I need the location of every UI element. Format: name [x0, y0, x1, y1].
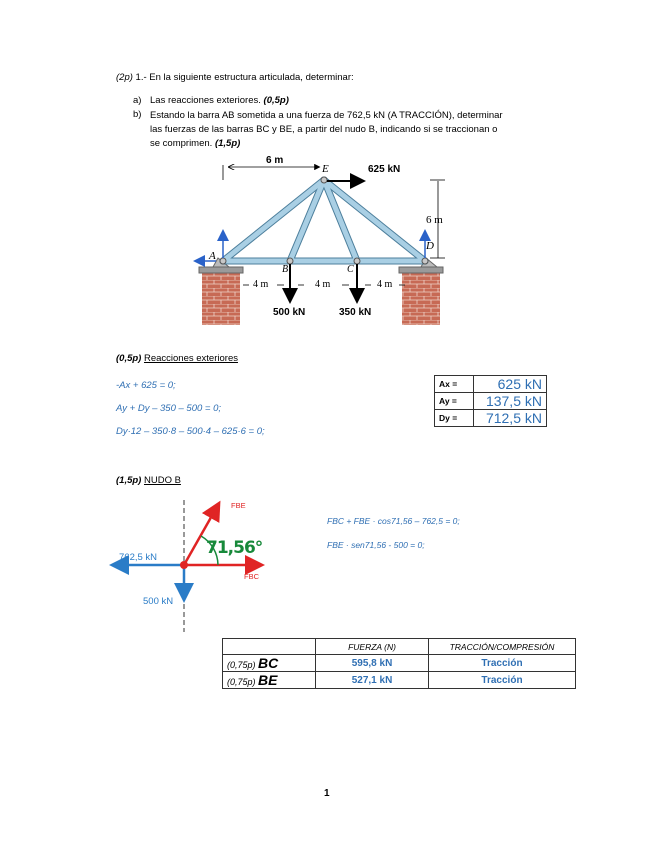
right-support-plate: [399, 267, 443, 273]
reactions-points: (0,5p): [116, 353, 142, 364]
page-number: 1: [324, 788, 330, 799]
problem-points: (2p): [116, 72, 133, 83]
dim-bottom-3: 4 m: [377, 279, 393, 290]
result-force: 595,8 kN: [316, 655, 429, 672]
left-pillar: [202, 273, 240, 325]
angle-label: 71,56°: [206, 538, 263, 558]
dim-bottom-2: 4 m: [315, 279, 331, 290]
dim-bottom-1: 4 m: [253, 279, 269, 290]
item-a-points: (0,5p): [263, 95, 289, 106]
node-a-label: A: [209, 250, 216, 262]
problem-intro-text: 1.- En la siguiente estructura articulada, determinar:: [135, 72, 354, 83]
table-row: [223, 655, 576, 672]
item-b-line2: las fuerzas de las barras BC y BE, a partir del nudo B, indicando si se traccionan o: [150, 124, 498, 135]
result-type: Tracción: [429, 672, 576, 689]
load-b-label: 500 kN: [273, 307, 306, 318]
right-pillar: [402, 273, 440, 325]
result-bar: BE: [258, 672, 278, 688]
node-b-eq2: FBE · sen71,56 - 500 = 0;: [327, 540, 425, 550]
left-support-plate: [199, 267, 243, 273]
reaction-label: Ay =: [435, 393, 474, 410]
reaction-label: Dy =: [435, 410, 474, 427]
f-be-label: FBE: [231, 501, 246, 510]
result-points: (0,75p): [227, 660, 256, 670]
left-force-label: 762,5 kN: [119, 552, 158, 563]
table-row: [435, 393, 547, 410]
node-d-label: D: [426, 240, 434, 252]
reaction-value: 712,5 kN: [474, 410, 547, 427]
node-b-title: NUDO B: [143, 475, 181, 486]
table-row: [435, 376, 547, 393]
f-bc-label: FBC: [244, 572, 259, 581]
result-bar: BC: [258, 655, 279, 671]
results-header-empty: [223, 639, 316, 655]
down-force-label: 500 kN: [143, 596, 174, 607]
node-b-points: (1,5p): [116, 475, 142, 486]
result-row-label: [223, 655, 316, 672]
result-type: Tracción: [429, 655, 576, 672]
results-header-force: FUERZA (N): [316, 639, 429, 655]
reaction-value: 625 kN: [474, 376, 547, 393]
table-row: [435, 410, 547, 427]
node-c-label: C: [347, 264, 354, 275]
dim-right-label: 6 m: [426, 214, 443, 226]
reaction-value: 137,5 kN: [474, 393, 547, 410]
item-b-letter: b): [133, 109, 142, 120]
reactions-eq1: -Ax + 625 = 0;: [116, 380, 176, 391]
node-b-label: B: [282, 264, 289, 275]
node-b-point: [180, 561, 188, 569]
reactions-heading: [116, 353, 238, 364]
reactions-table: [434, 375, 547, 427]
load-e-label: 625 kN: [368, 164, 401, 175]
reactions-eq2: Ay + Dy – 350 – 500 = 0;: [116, 403, 222, 414]
load-c-label: 350 kN: [339, 307, 372, 318]
item-b-points: (1,5p): [214, 138, 241, 149]
node-b-eq1: FBC + FBE · cos71,56 – 762,5 = 0;: [327, 516, 460, 526]
results-header-type: TRACCIÓN/COMPRESIÓN: [429, 639, 576, 655]
reactions-title: Reacciones exteriores: [143, 353, 238, 364]
reaction-label: Ax =: [435, 376, 474, 393]
node-b-heading: [116, 475, 181, 486]
item-b-line1: Estando la barra AB sometida a una fuerza de 762,5 kN (A TRACCIÓN), determinar: [150, 110, 503, 121]
result-row-label: [223, 672, 316, 689]
node-b-diagram: [100, 490, 300, 640]
result-points: (0,75p): [227, 677, 256, 687]
dim-top-label: 6 m: [266, 155, 284, 166]
truss-joints: [220, 177, 428, 264]
result-force: 527,1 kN: [316, 672, 429, 689]
reactions-eq3: Dy·12 – 350·8 – 500·4 – 625·6 = 0;: [116, 426, 265, 437]
node-e-label: E: [322, 163, 329, 175]
item-a-text: Las reacciones exteriores.: [150, 95, 261, 106]
item-a-letter: a): [133, 95, 142, 106]
item-b-line3: se comprimen.: [150, 138, 213, 149]
table-header-row: [223, 639, 576, 655]
truss-members: [223, 180, 425, 261]
table-row: [223, 672, 576, 689]
results-table: [222, 638, 576, 689]
